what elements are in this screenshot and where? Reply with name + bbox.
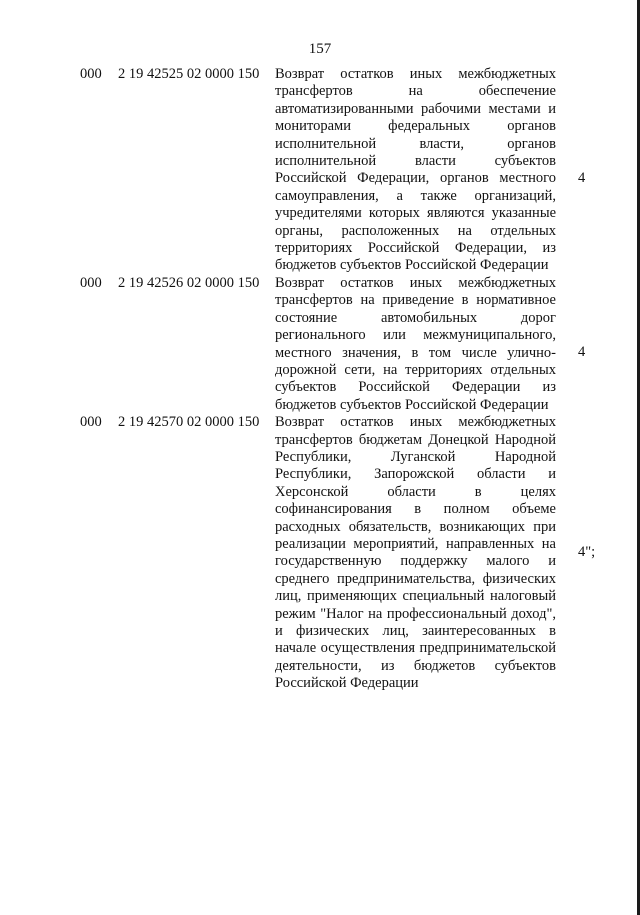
budget-classification-code: 2 19 42526 02 0000 150 bbox=[118, 274, 260, 291]
budget-classification-code: 2 19 42525 02 0000 150 bbox=[118, 66, 260, 82]
table-row bbox=[0, 414, 640, 693]
table-row bbox=[0, 275, 640, 414]
admin-code: 000 bbox=[80, 66, 102, 82]
budget-code-table bbox=[0, 66, 640, 693]
table-row bbox=[0, 66, 640, 275]
income-description: Возврат остатков иных межбюджетных трансфертов на обеспечение автоматизированными рабочими местами и мониторами федеральных органов исполнительной власти, органов исполнительной власти субъектов Российской Федерации, органов местного самоуправления, а также организаций, учредителями которых являются указанные органы, расположенных на отдельных территориях Российской Федерации, из бюджетов субъектов Российской Федерации bbox=[275, 66, 556, 274]
amount-value: 4"; bbox=[578, 544, 596, 561]
page-number: 157 bbox=[308, 41, 332, 57]
admin-code: 000 bbox=[80, 414, 102, 431]
amount-value: 4 bbox=[578, 343, 586, 360]
income-description: Возврат остатков иных межбюджетных трансфертов бюджетам Донецкой Народной Республики, Луганской Народной Республики, Запорожской области и Херсонской области в целях софинансирования в полном объеме расходных обязательств, возникающих при реализации мероприятий, направленных на государственную поддержку малого и среднего предпринимательства, физических лиц, применяющих специальный налоговый режим "Налог на профессиональный доход", и физических лиц, заинтересованных в начале осуществления предпринимательской деятельности, из бюджетов субъектов Российской Федерации bbox=[275, 414, 556, 692]
income-description: Возврат остатков иных межбюджетных трансфертов на приведение в нормативное состояние автомобильных дорог регионального или межмуниципального, местного значения, в том числе улично-дорожной сети, на территориях отдельных субъектов Российской Федерации из бюджетов субъектов Российской Федерации bbox=[275, 274, 556, 413]
amount-value: 4 bbox=[578, 170, 586, 186]
admin-code: 000 bbox=[80, 274, 102, 291]
budget-classification-code: 2 19 42570 02 0000 150 bbox=[118, 414, 260, 431]
